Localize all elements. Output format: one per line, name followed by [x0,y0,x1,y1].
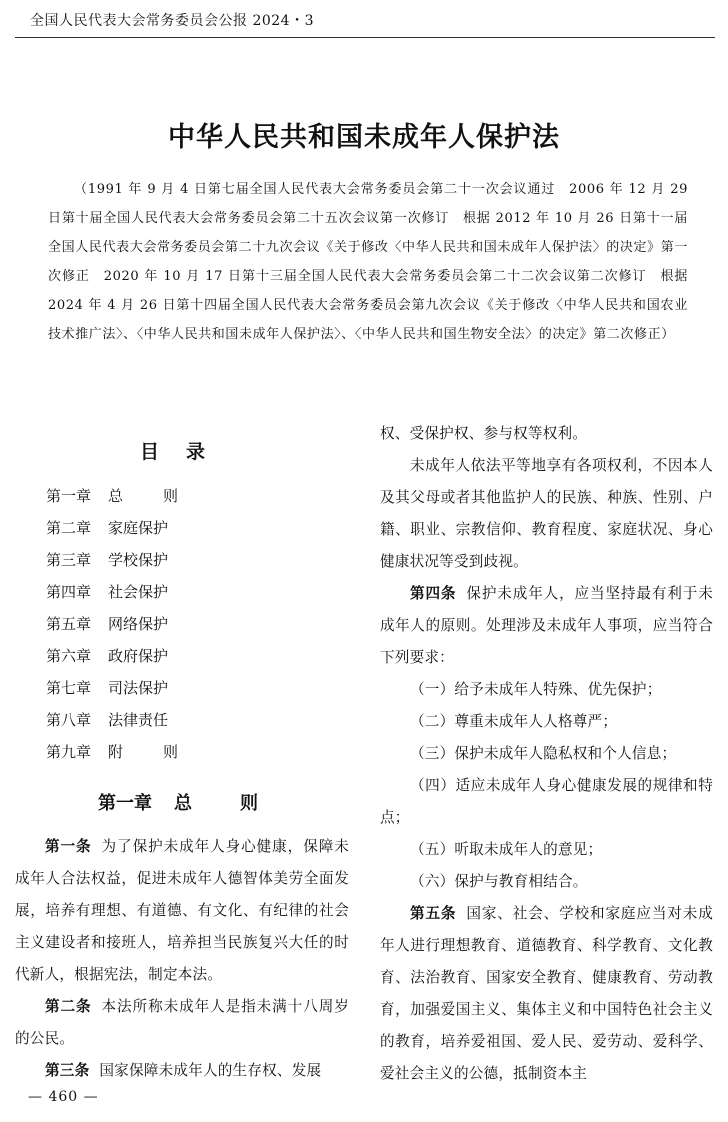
toc-item: 第五章 网络保护 [46,615,169,633]
toc-heading-char-2: 录 [186,441,206,463]
article-3: 第三条 国家保障未成年人的生存权、发展 [45,1062,322,1079]
article-4-item: （四）适应未成年人身心健康发展的规律和特点； [380,777,713,826]
toc-item: 第一章 总 则 [46,487,179,505]
toc-heading [140,437,232,464]
article-4-item: （六）保护与教育相结合。 [410,873,588,890]
table-of-contents [46,484,306,772]
article-4: 第四条 保护未成年人，应当坚持最有利于未成年人的原则。处理涉及未成年人事项，应当符合下列要求： [380,585,713,666]
article-5: 第五条 国家、社会、学校和家庭应当对未成年人进行理想教育、道德教育、科学教育、文化教育、法治教育、国家安全教育、健康教育、劳动教育，加强爱国主义、集体主义和中国特色社会主义的教育，培养爱祖国、爱人民、爱劳动、爱科学、爱社会主义的公德，抵制资本主 [380,905,713,1082]
article-3-paragraph-2: 未成年人依法平等地享有各项权利，不因本人及其父母或者其他监护人的民族、种族、性别、户籍、职业、宗教信仰、教育程度、家庭状况、身心健康状况等受到歧视。 [380,457,713,570]
article-3-continued: 权、受保护权、参与权等权利。 [380,425,588,442]
law-title: 中华人民共和国未成年人保护法 [168,122,560,153]
article-1: 第一条 为了保护未成年人身心健康，保障未成年人合法权益，促进未成年人德智体美劳全面发展，培养有理想、有道德、有文化、有纪律的社会主义建设者和接班人，培养担当民族复兴大任的时代新人，根据宪法，制定本法。 [15,838,350,983]
toc-item: 第四章 社会保护 [46,583,169,601]
header-rule [15,37,715,38]
chapter-heading: 第一章 总 则 [98,793,258,814]
article-4-item: （二）尊重未成年人人格尊严； [410,713,618,730]
legislative-history: （1991 年 9 月 4 日第七届全国人民代表大会常务委员会第二十一次会议通过 2006 年 12 月 29 日第十届全国人民代表大会常务委员会第二十五次会议第一次修订 根据 2012 年 10 月 26 日第十一届全国人民代表大会常务委员会第二十九次会议《关于修改〈中华人民共和国未成年人保护法〉的决定》第一次修正 2020 年 10 月 17 日第十三届全国人民代表大会常务委员会第二十二次会议第二次修订 根据 2024 年 4 月 26 日第十四届全国人民代表大会常务委员会第九次会议《关于修改〈中华人民共和国农业技术推广法〉、〈中华人民共和国未成年人保护法〉、〈中华人民共和国生物安全法〉的决定》第二次修正） [48,182,688,342]
running-header: 全国人民代表大会常务委员会公报 2024・3 [30,13,314,29]
article-4-item: （五）听取未成年人的意见； [410,841,603,858]
toc-item: 第二章 家庭保护 [46,519,169,537]
toc-item: 第八章 法律责任 [46,711,169,729]
toc-item: 第六章 政府保护 [46,647,169,665]
article-4-item: （三）保护未成年人隐私权和个人信息； [410,745,677,762]
toc-heading-char-1: 目 [140,441,160,463]
toc-item: 第九章 附 则 [46,743,179,761]
article-4-item: （一）给予未成年人特殊、优先保护； [410,681,662,698]
page-number: — 460 — [28,1089,99,1105]
toc-item: 第三章 学校保护 [46,551,169,569]
article-2: 第二条 本法所称未成年人是指未满十八周岁的公民。 [15,998,350,1047]
toc-item: 第七章 司法保护 [46,679,169,697]
